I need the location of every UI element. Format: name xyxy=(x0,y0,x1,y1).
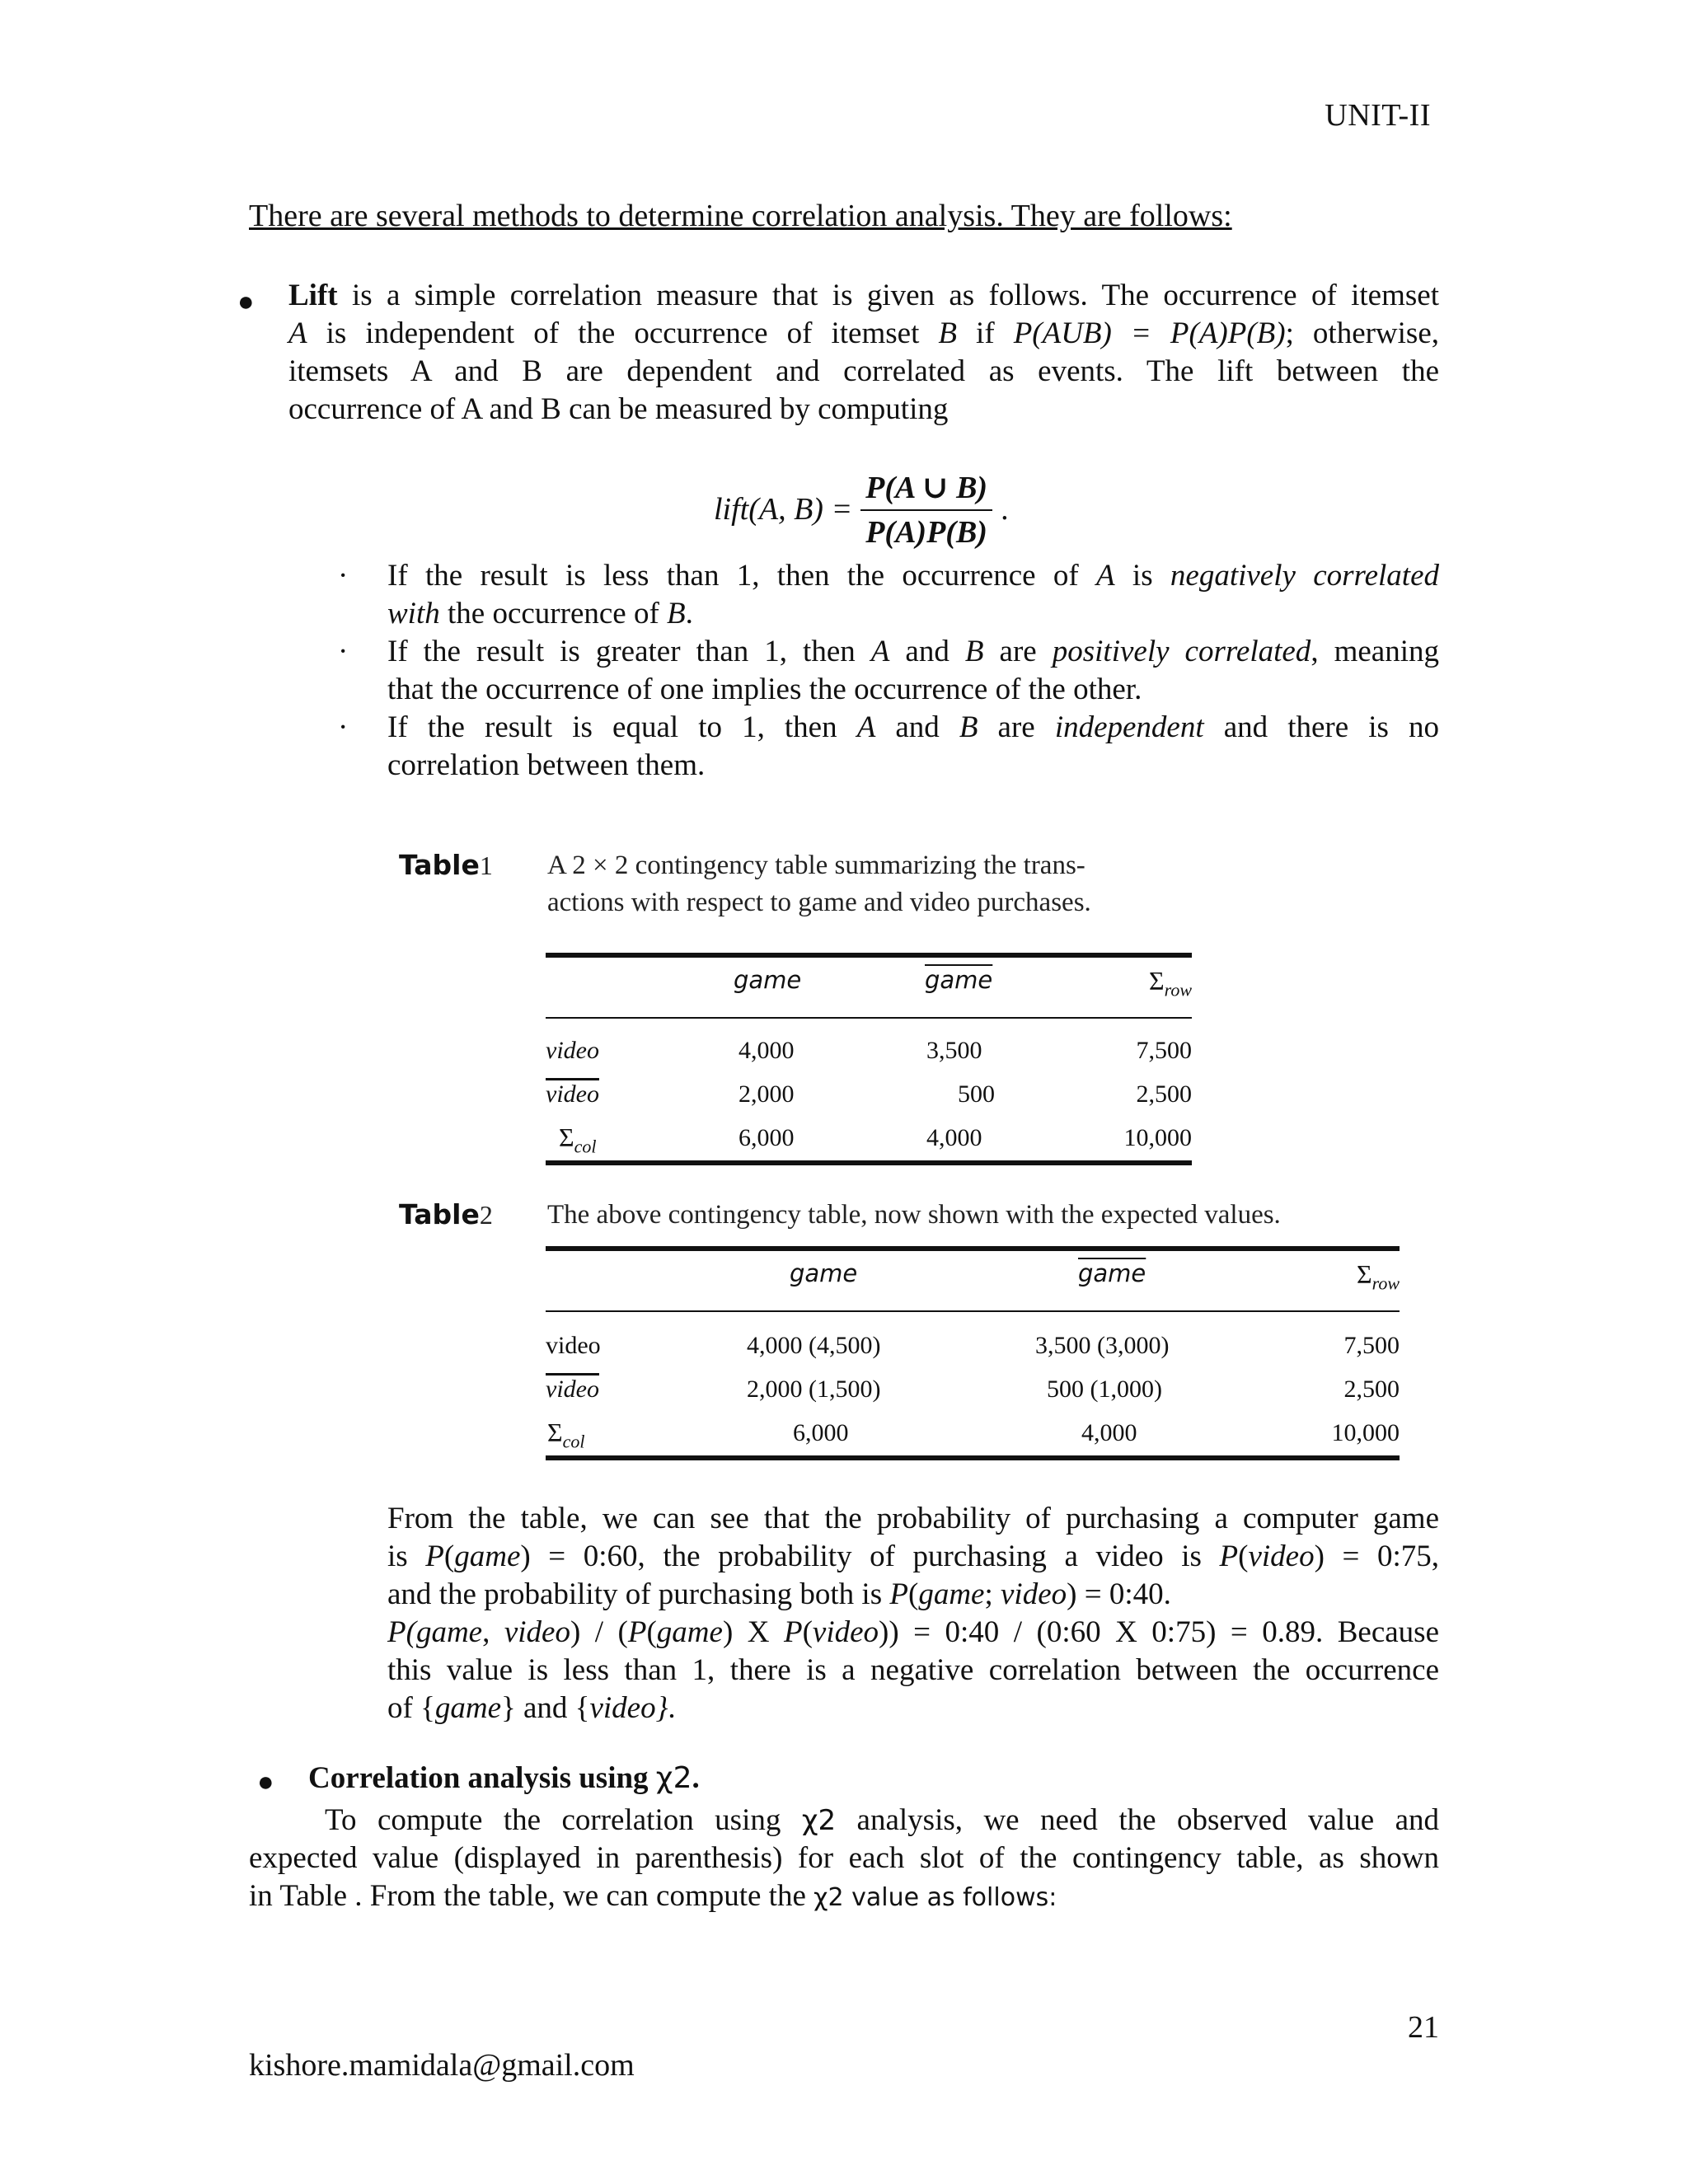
lift-line2: A is independent of the occurrence of itemset B if P(AUB) = P(A)P(B); otherwise, xyxy=(288,316,1440,350)
page-number: 21 xyxy=(1408,2010,1439,2045)
table-row: video 2,000 (1,500) 500 (1,000) 2,500 xyxy=(546,1376,1400,1403)
rule-less-than-one: · If the result is less than 1, then the occurrence of A is negatively correlated with the occurrence of B. xyxy=(338,557,1439,633)
sub-bullet-icon: · xyxy=(338,559,349,593)
bullet-dot-icon: ● xyxy=(237,287,255,317)
table-row: video 2,000 500 2,500 xyxy=(546,1080,1192,1108)
col-sum-row: $\Sigma_{row}$ xyxy=(1356,1259,1400,1294)
formula-numerator: P(A ∪ B) xyxy=(865,471,988,505)
table-row: video 4,000 (4,500) 3,500 (3,000) 7,500 xyxy=(546,1332,1400,1359)
bullet-dot-icon: ● xyxy=(257,1767,274,1797)
lift-line1: is a simple correlation measure that is given as follows. The occurrence of itemset xyxy=(337,279,1439,312)
lift-term: Lift xyxy=(288,279,338,312)
table1-mid-rule xyxy=(546,1017,1192,1019)
formula-lhs: lift(A, B) = xyxy=(714,492,853,527)
table1-label: Table1 xyxy=(399,849,493,881)
sub-bullet-icon: · xyxy=(338,635,349,668)
author-email: kishore.mamidala@gmail.com xyxy=(249,2048,635,2083)
intro-heading: There are several methods to determine correlation analysis. They are follows: xyxy=(249,199,1232,233)
lift-paragraph xyxy=(288,277,1439,429)
unit-header: UNIT-II xyxy=(1325,98,1431,133)
explanation-paragraph: From the table, we can see that the probability of purchasing a computer game is P(game) = 0:60, the probability of purchasing a video is P(video) = 0:75, and the probability of purchasing both is P(game; video) = 0:40. P(game, video) / (P(game) X P(video)) = 0:40 / (0:60 X 0:75) = 0.89. Because this value is less than 1, there is a negative correlation between the occurrence of {game} and {video}. xyxy=(387,1502,1439,1725)
lift-formula xyxy=(714,468,1009,551)
col-not-game: game xyxy=(1078,1259,1146,1287)
table-row: $\Sigma_{col}$ 6,000 4,000 10,000 xyxy=(547,1418,1400,1452)
table-row: video 4,000 3,500 7,500 xyxy=(546,1037,1192,1064)
rule-greater-than-one: · If the result is greater than 1, then A and B are positively correlated, meaning that the occurrence of one implies the occurrence of the other. xyxy=(338,633,1439,709)
table2-body xyxy=(546,1324,1400,1455)
table-row: $\Sigma_{col}$ 6,000 4,000 10,000 xyxy=(559,1122,1192,1157)
table2-label: Table2 xyxy=(399,1198,493,1230)
lift-line3: itemsets A and B are dependent and correlated as events. The lift between the xyxy=(288,354,1439,388)
formula-period: . xyxy=(1001,492,1009,527)
table1-top-rule xyxy=(546,953,1192,958)
table2-top-rule xyxy=(546,1246,1400,1251)
col-game: game xyxy=(734,966,802,994)
table1-header-row xyxy=(546,966,1192,1002)
table1-caption: A 2 × 2 contingency table summarizing the trans- actions with respect to game and video purchases. xyxy=(547,851,1091,917)
chi-paragraph: To compute the correlation using χ2 analysis, we need the observed value and expected value (displayed in parenthesis) for each slot of the contingency table, as shown in Table . From the table, we can compute the χ2 value as follows: xyxy=(249,1803,1439,1913)
table2-header-row xyxy=(546,1259,1400,1296)
table2-mid-rule xyxy=(546,1310,1400,1312)
chi-heading: Correlation analysis using χ2. xyxy=(308,1761,700,1795)
col-sum-row: $\Sigma_{row}$ xyxy=(1148,966,1192,1001)
rule-equal-to-one: · If the result is equal to 1, then A and B are independent and there is no correlation between them. xyxy=(338,709,1439,785)
table2-bottom-rule xyxy=(546,1455,1400,1460)
table1-bottom-rule xyxy=(546,1160,1192,1165)
lift-line4: occurrence of A and B can be measured by computing xyxy=(288,392,949,426)
formula-denominator: P(A)P(B) xyxy=(860,509,992,551)
col-not-game: game xyxy=(925,966,993,994)
sub-bullet-icon: · xyxy=(338,710,349,744)
table2-caption: The above contingency table, now shown with the expected values. xyxy=(547,1200,1281,1230)
formula-fraction xyxy=(860,468,992,551)
table1-body xyxy=(546,1029,1192,1160)
col-game: game xyxy=(790,1259,858,1287)
